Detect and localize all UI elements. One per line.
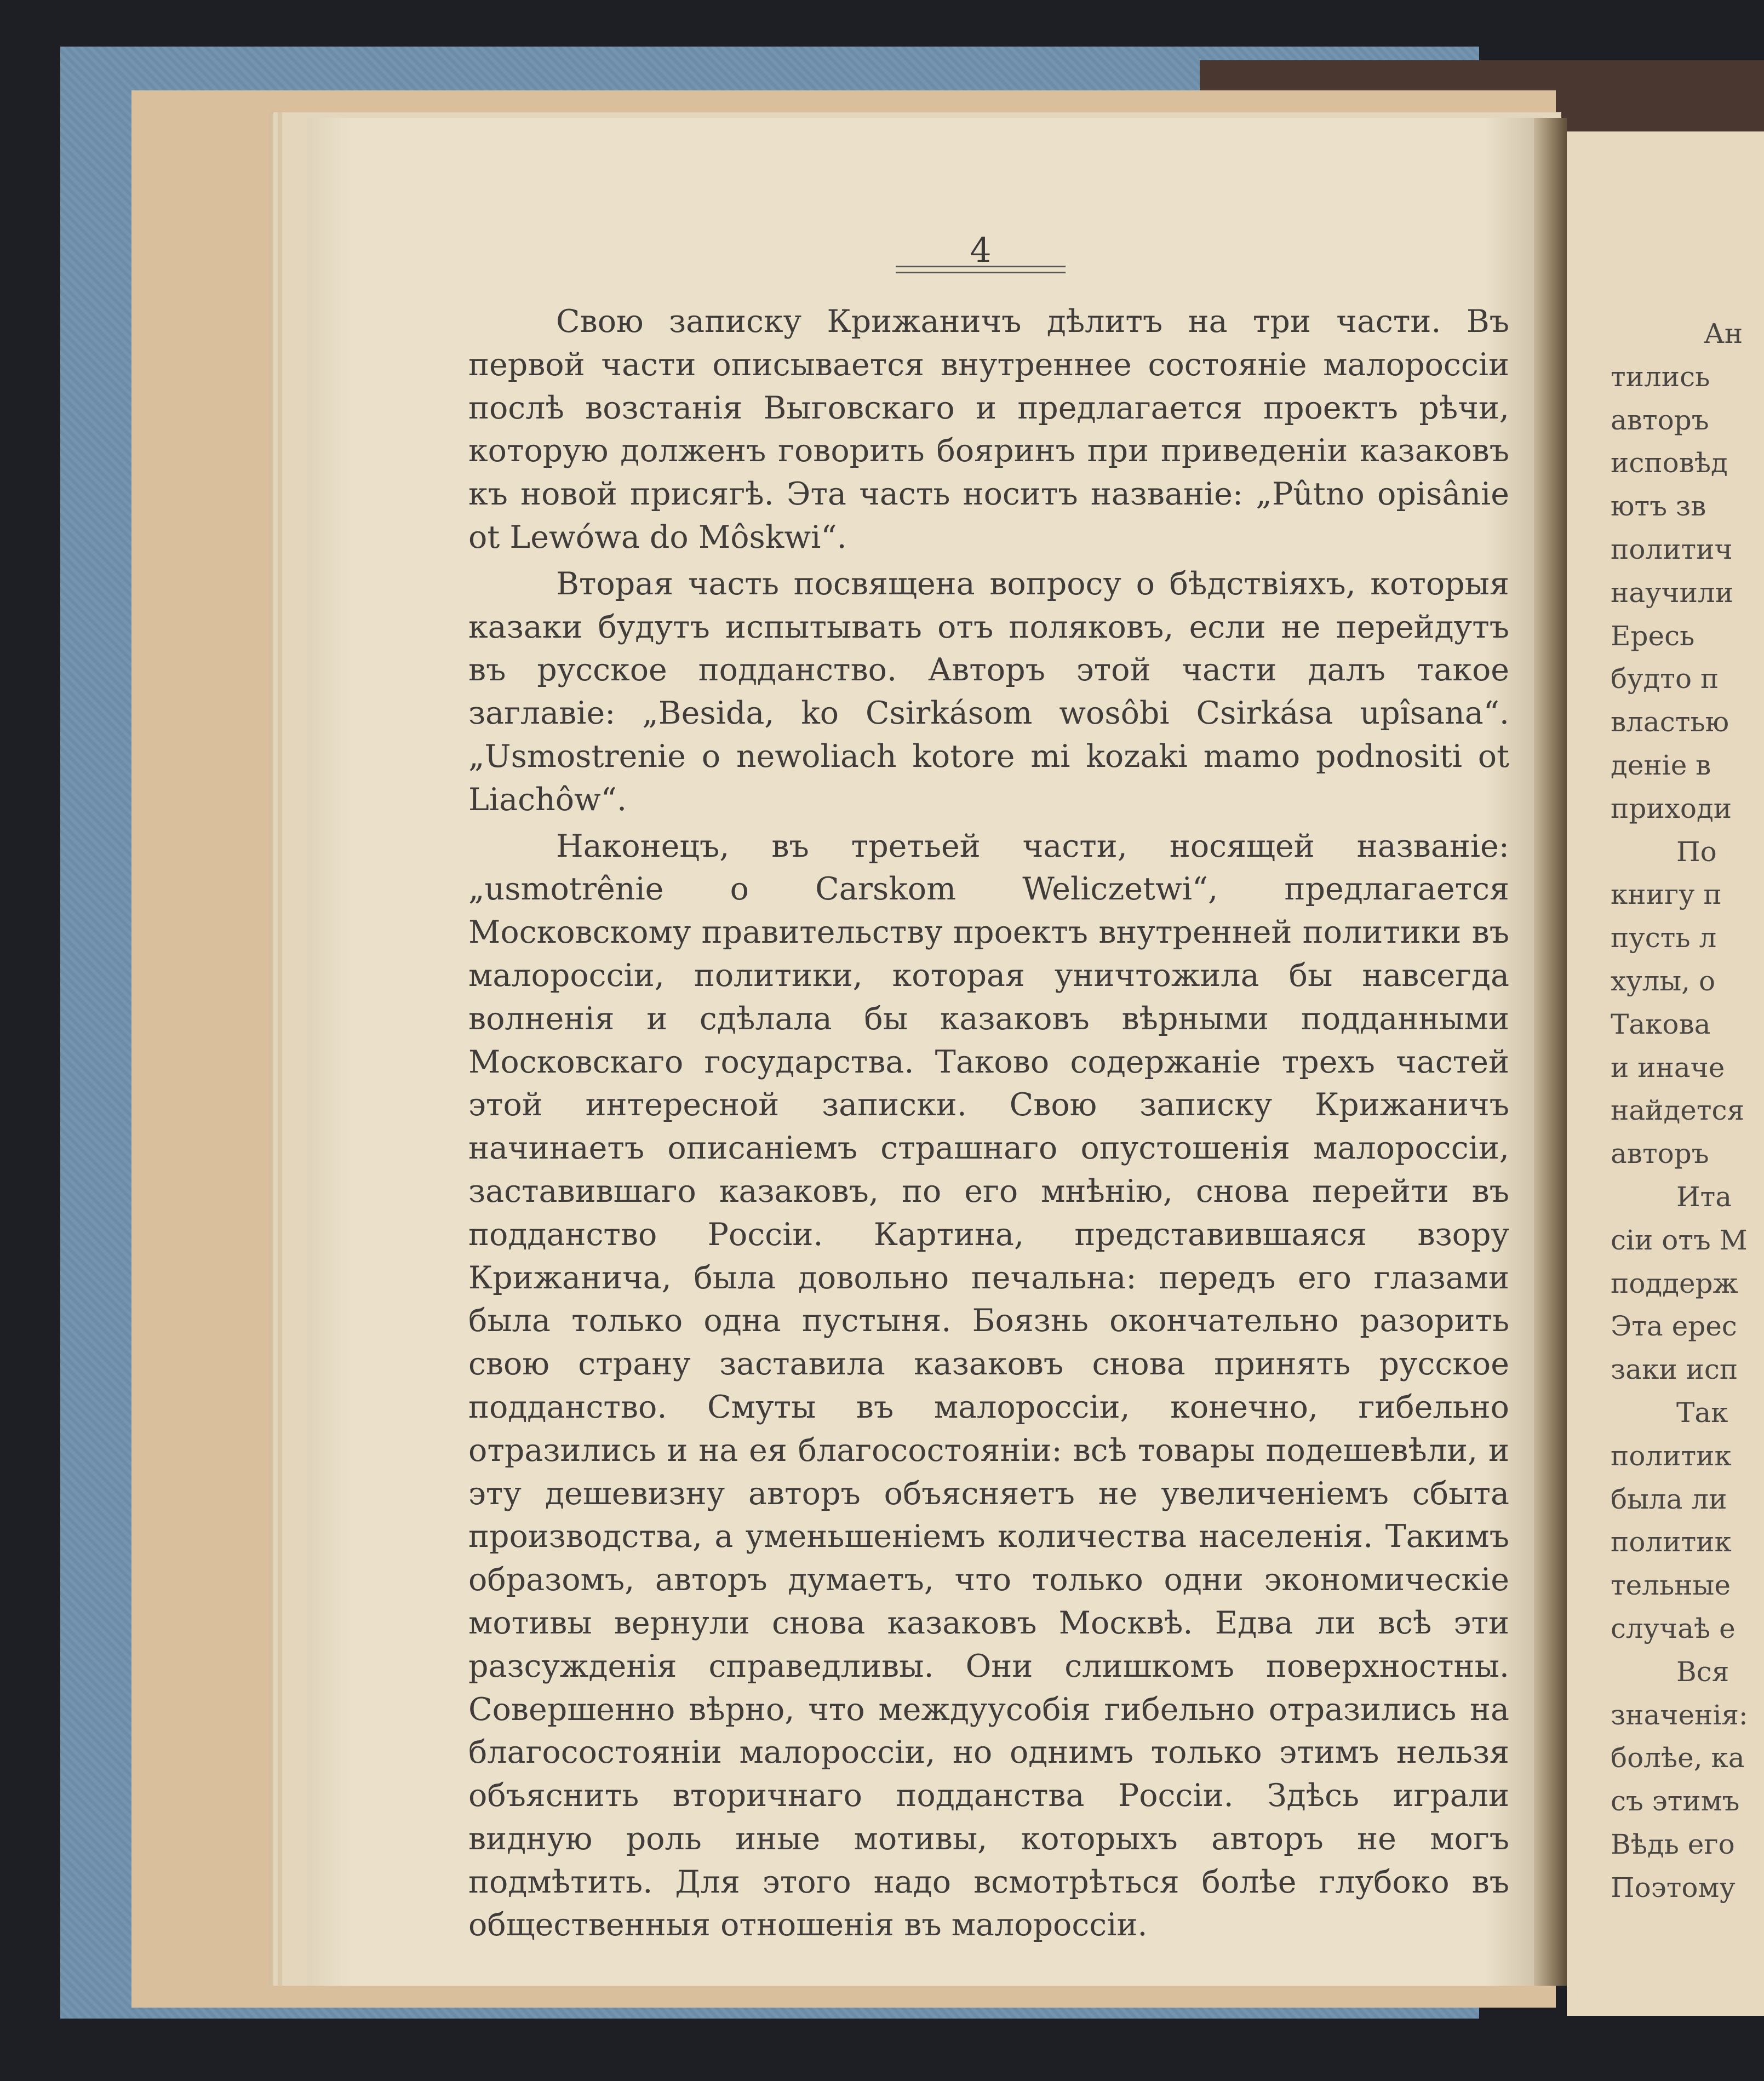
facing-line: пусть л	[1611, 922, 1717, 954]
facing-line: приходи	[1611, 792, 1732, 824]
facing-line: Эта ерес	[1611, 1310, 1737, 1343]
facing-line: политич	[1611, 533, 1733, 565]
paragraph: Вторая часть посвящена вопросу о бѣдствіяхъ, которыя казаки будутъ испытывать отъ поляковъ, если не перейдутъ въ русское подданство. Авторъ этой части далъ такое заглавіе: „Besida, ko Csirkásom wosôbi Csirkása upîsana“. „Usmostrenie o newoliach kotore mi kozaki mamo podnositi ot Liachôw“.	[468, 565, 1509, 818]
facing-line: исповѣд	[1611, 447, 1728, 479]
facing-line: властью	[1611, 706, 1729, 738]
facing-line: По	[1676, 835, 1717, 868]
book-gutter	[1534, 118, 1567, 1986]
facing-line: авторъ	[1611, 404, 1709, 436]
facing-line: будто п	[1611, 663, 1719, 695]
facing-line: болѣе, ка	[1611, 1742, 1745, 1774]
facing-line: деніе в	[1611, 749, 1711, 781]
facing-line: Такова	[1611, 1008, 1711, 1040]
facing-line: сіи отъ М	[1611, 1224, 1748, 1256]
facing-line: книгу п	[1611, 879, 1722, 911]
header-rule	[896, 266, 1066, 273]
facing-line: ютъ зв	[1611, 490, 1706, 523]
facing-line: политик	[1611, 1440, 1732, 1472]
facing-line: заки исп	[1611, 1354, 1738, 1386]
facing-line: хулы, о	[1611, 965, 1716, 997]
page-number: 4	[970, 230, 992, 270]
facing-line: научили	[1611, 576, 1734, 609]
facing-line: найдется	[1611, 1094, 1745, 1127]
facing-line: Ита	[1676, 1180, 1732, 1213]
facing-line: Так	[1676, 1396, 1728, 1429]
facing-line: тельные	[1611, 1569, 1731, 1602]
facing-line: Вся	[1676, 1655, 1729, 1688]
facing-line: и иначе	[1611, 1051, 1725, 1084]
paragraph: Свою записку Крижаничъ дѣлитъ на три части. Въ первой части описывается внутреннее состояніе малороссіи послѣ возстанія Выговскаго и предлагается проектъ рѣчи, которую долженъ говорить бояринъ при приведеніи казаковъ къ новой присягѣ. Эта часть носитъ названіе: „Pûtno opisânie ot Lewówa do Môskwi“.	[468, 303, 1509, 555]
facing-line: политик	[1611, 1526, 1732, 1558]
facing-line: авторъ	[1611, 1138, 1709, 1170]
paragraph: Наконецъ, въ третьей части, носящей названіе: „usmotrênie o Carskom Weliczetwi“, предлагается Московскому правительству проектъ внутренней политики въ малороссіи, политики, которая уничтожила бы навсегда волненія и сдѣлала бы казаковъ вѣрными подданными Московскаго государства. Таково содержаніе трехъ частей этой интересной записки. Свою записку Крижаничъ начинаетъ описаніемъ страшнаго опустошенія малороссіи, заставившаго казаковъ, по его мнѣнію, снова перейти въ подданство Россіи. Картина, представившаяся взору Крижанича, была довольно печальна: передъ его глазами была только одна пустыня. Боязнь окончательно разорить свою страну заставила казаковъ снова принять русское подданство. Смуты въ малороссіи, конечно, гибельно отразились и на ея благосостояніи: всѣ товары подешевѣли, и эту дешевизну авторъ объясняетъ не увеличеніемъ сбыта производства, а уменьшеніемъ количества населенія. Такимъ образомъ, авторъ думаетъ, что только одни экономическіе мотивы вернули снова казаковъ Москвѣ. Едва ли всѣ эти разсужденія справедливы. Они слишкомъ поверхностны. Совершенно вѣрно, что междуусобія гибельно отразились на благосостояніи малороссіи, но однимъ только этимъ нельзя объяснить вторичнаго подданства Россіи. Здѣсь играли видную роль иные мотивы, которыхъ авторъ не могъ подмѣтить. Для этого надо всмотрѣться болѣе глубоко въ общественныя отношенія въ малороссіи.	[468, 828, 1509, 1944]
facing-line: Вѣдь его	[1611, 1828, 1735, 1860]
facing-line: Ан	[1704, 318, 1743, 349]
facing-line: Поэтому	[1611, 1871, 1736, 1904]
facing-line: поддерж	[1611, 1267, 1738, 1299]
page-body-text	[468, 300, 1509, 1950]
facing-line: случаѣ е	[1611, 1612, 1736, 1644]
facing-line: съ этимъ	[1611, 1785, 1740, 1818]
facing-line: Ересь	[1611, 620, 1695, 652]
facing-page-text	[1611, 312, 1764, 1909]
facing-line: значенія:	[1611, 1699, 1748, 1731]
facing-line: тились	[1611, 360, 1710, 393]
facing-line: была ли	[1611, 1483, 1727, 1515]
